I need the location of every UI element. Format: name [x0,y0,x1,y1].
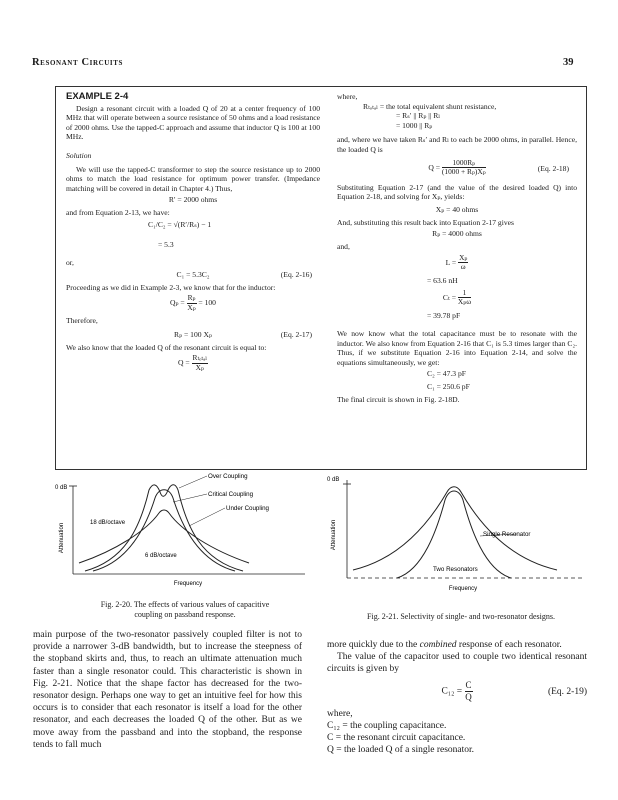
where-text-body: where, [327,708,353,719]
equation-xp: Xₚ = 40 ohms [435,204,479,214]
equation-2-17: Rₚ = 100 Xₚ (Eq. 2-17) [174,329,312,339]
equation-c1-value: C₁ = 250.6 pF [427,382,470,392]
equation-total-capacitance: Cₜ = $\frac{1}{\text{Xₚω}}$ [442,287,472,307]
definition-loaded-q: Q = the loaded Q of a single resonator. [327,745,475,756]
critical-coupling-label: Critical Coupling [208,491,254,498]
solution-paragraph-5: and, where we have taken Rₛ′ and Rₗ to each be 2000 ohms, in parallel. Hence, the loaded Q is [337,135,577,154]
equation-c1-c2-ratio: C₁/C₂ = √(R′/Rₛ) − 1 [148,219,212,229]
equation-2-16: C₁ = 5.3C₂ (Eq. 2-16) [176,269,312,279]
fig21-x-axis-label: Frequency [448,586,478,592]
where-text: where, [337,92,358,101]
solution-paragraph-2: and from Equation 2-13, we have: [66,208,170,218]
solution-paragraph-4: We also know that the loaded Q of the resonant circuit is equal to: [66,342,267,352]
equation-loaded-q: Q = $\frac{\text{Rₜₒₜₐₗ}}{\text{Xₚ}}$ [177,353,208,372]
equation-c2-value: C₂ = 47.3 pF [427,369,466,379]
solution-paragraph-9: The final circuit is shown in Fig. 2-18D. [337,395,460,405]
page-number: 39 [563,57,574,68]
equation-2-19: C₁₂ = $\frac{C}{Q}$ (Eq. 2-19) [441,679,587,702]
running-header-title: Resonant Circuits [32,57,124,68]
figure-2-20-caption: Fig. 2-20. The effects of various values of capacitive coupling on passband response. [100,600,270,619]
equation-ct-value: = 39.78 pF [427,310,461,320]
equation-qp: Qₚ = $\frac{\text{Rₚ}}{\text{Xₚ}}$ = 100 [170,293,216,312]
fig21-y-axis-label: Attenuation [331,519,337,551]
figure-2-20-coupling-response [55,473,315,598]
example-left-column [66,92,320,376]
figure-2-21-selectivity [325,470,595,600]
definition-coupling-capacitance: C₁₂ = the coupling capacitance. [327,720,447,731]
fig20-x-axis-label: Frequency [173,581,203,587]
solution-label: Solution [66,150,92,160]
equation-inductance: L = $\frac{\text{Xₚ}}{\omega}$ [445,252,468,272]
slope-6db-label: 6 dB/octave [145,553,177,559]
fig21-zero-db-label: 0 dB [327,477,340,483]
body-right-column [327,639,587,756]
fig20-zero-db-label: 0 dB [55,485,68,491]
equation-rp-value: Rₚ = 4000 ohms [432,229,482,239]
single-resonator-curve [353,487,557,570]
body-right-paragraph-1: more quickly due to the combined response of each resonator. [327,640,562,650]
equation-inductance-value: = 63.6 nH [427,275,458,285]
solution-paragraph-3: Proceeding as we did in Example 2-3, we know that for the inductor: [66,282,276,292]
rtotal-definition: Rₜₒₜₐₗ = the total equivalent shunt resistance, = Rₛ′ || Rₚ || Rₗ = 1000 || Rₚ [363,101,497,130]
body-right-paragraph-2: The value of the capacitor used to couple two identical resonant circuits is given by [327,652,587,675]
problem-statement: Design a resonant circuit with a loaded Q of 20 at a center frequency of 100 MHz that will operate between a source resistance of 50 ohms and a load resistance of 2000 ohms. Use the tapped-C approach and assume that inductor Q is 100 at 100 MHz. [66,103,320,142]
equation-2-18: Q = $\frac{\text{1000Rₚ}}{\text{(1000 + Rₚ)Xₚ}}$ (Eq. 2-18) [428,157,569,177]
fig20-y-axis-label: Attenuation [59,522,65,554]
equation-rs: R′ = 2000 ohms [168,195,218,205]
example-right-column [337,92,577,405]
over-coupling-label: Over Coupling [208,473,248,480]
or-text: or, [66,257,74,267]
under-coupling-label: Under Coupling [226,505,269,512]
example-title: EXAMPLE 2-4 [66,91,129,102]
body-left-paragraph: main purpose of the two-resonator passively coupled filter is not to provide a narrower 3-dB bandwidth, but to increase the steepness of the stopband skirts and, thus, to reach an ultimate attenuation much faster than a single resonator could. This characteristic is shown in Fig. 2-21. Notice that the shape factor has decreased for the two-resonator design. Perhaps one way to get an intuitive feel for how this occurs is to consider that each resonator is itself a load for the other resonator, and each decreases the loaded Q of the other. But as we move away from the passband and into the stopband, the response tends to fall much [33,630,302,750]
therefore-text: Therefore, [66,316,98,326]
and-text: and, [337,242,350,252]
two-resonators-label: Two Resonators [433,566,478,573]
equation-5-3: = 5.3 [158,239,174,249]
figure-2-21-caption: Fig. 2-21. Selectivity of single- and two-resonator designs. [367,612,555,621]
slope-18db-label: 18 dB/octave [90,520,126,526]
solution-paragraph-7: And, substituting this result back into Equation 2-17 gives [337,217,514,227]
solution-paragraph-8: We now know what the total capacitance must be to resonate with the inductor. We also know from Equation 2-16 that C₁ is 5.3 times larger than C₂. Thus, if we substitute Equation 2-16 into Equation 2-14, and solve the equations simultaneously, we get: [337,328,577,367]
definition-resonant-capacitance: C = the resonant circuit capacitance. [327,733,466,744]
solution-paragraph-6: Substituting Equation 2-17 (and the value of the desired loaded Q) into Equation 2-18, and solving for Xₚ, yields: [337,182,577,202]
single-resonator-label: Single Resonator [483,531,531,538]
solution-paragraph-1: We will use the tapped-C transformer to step the source resistance up to 2000 ohms to match the load resistance for optimum power transfer. (Impedance matching will be covered in detail in Chapter 4.) Thus, [66,164,320,193]
